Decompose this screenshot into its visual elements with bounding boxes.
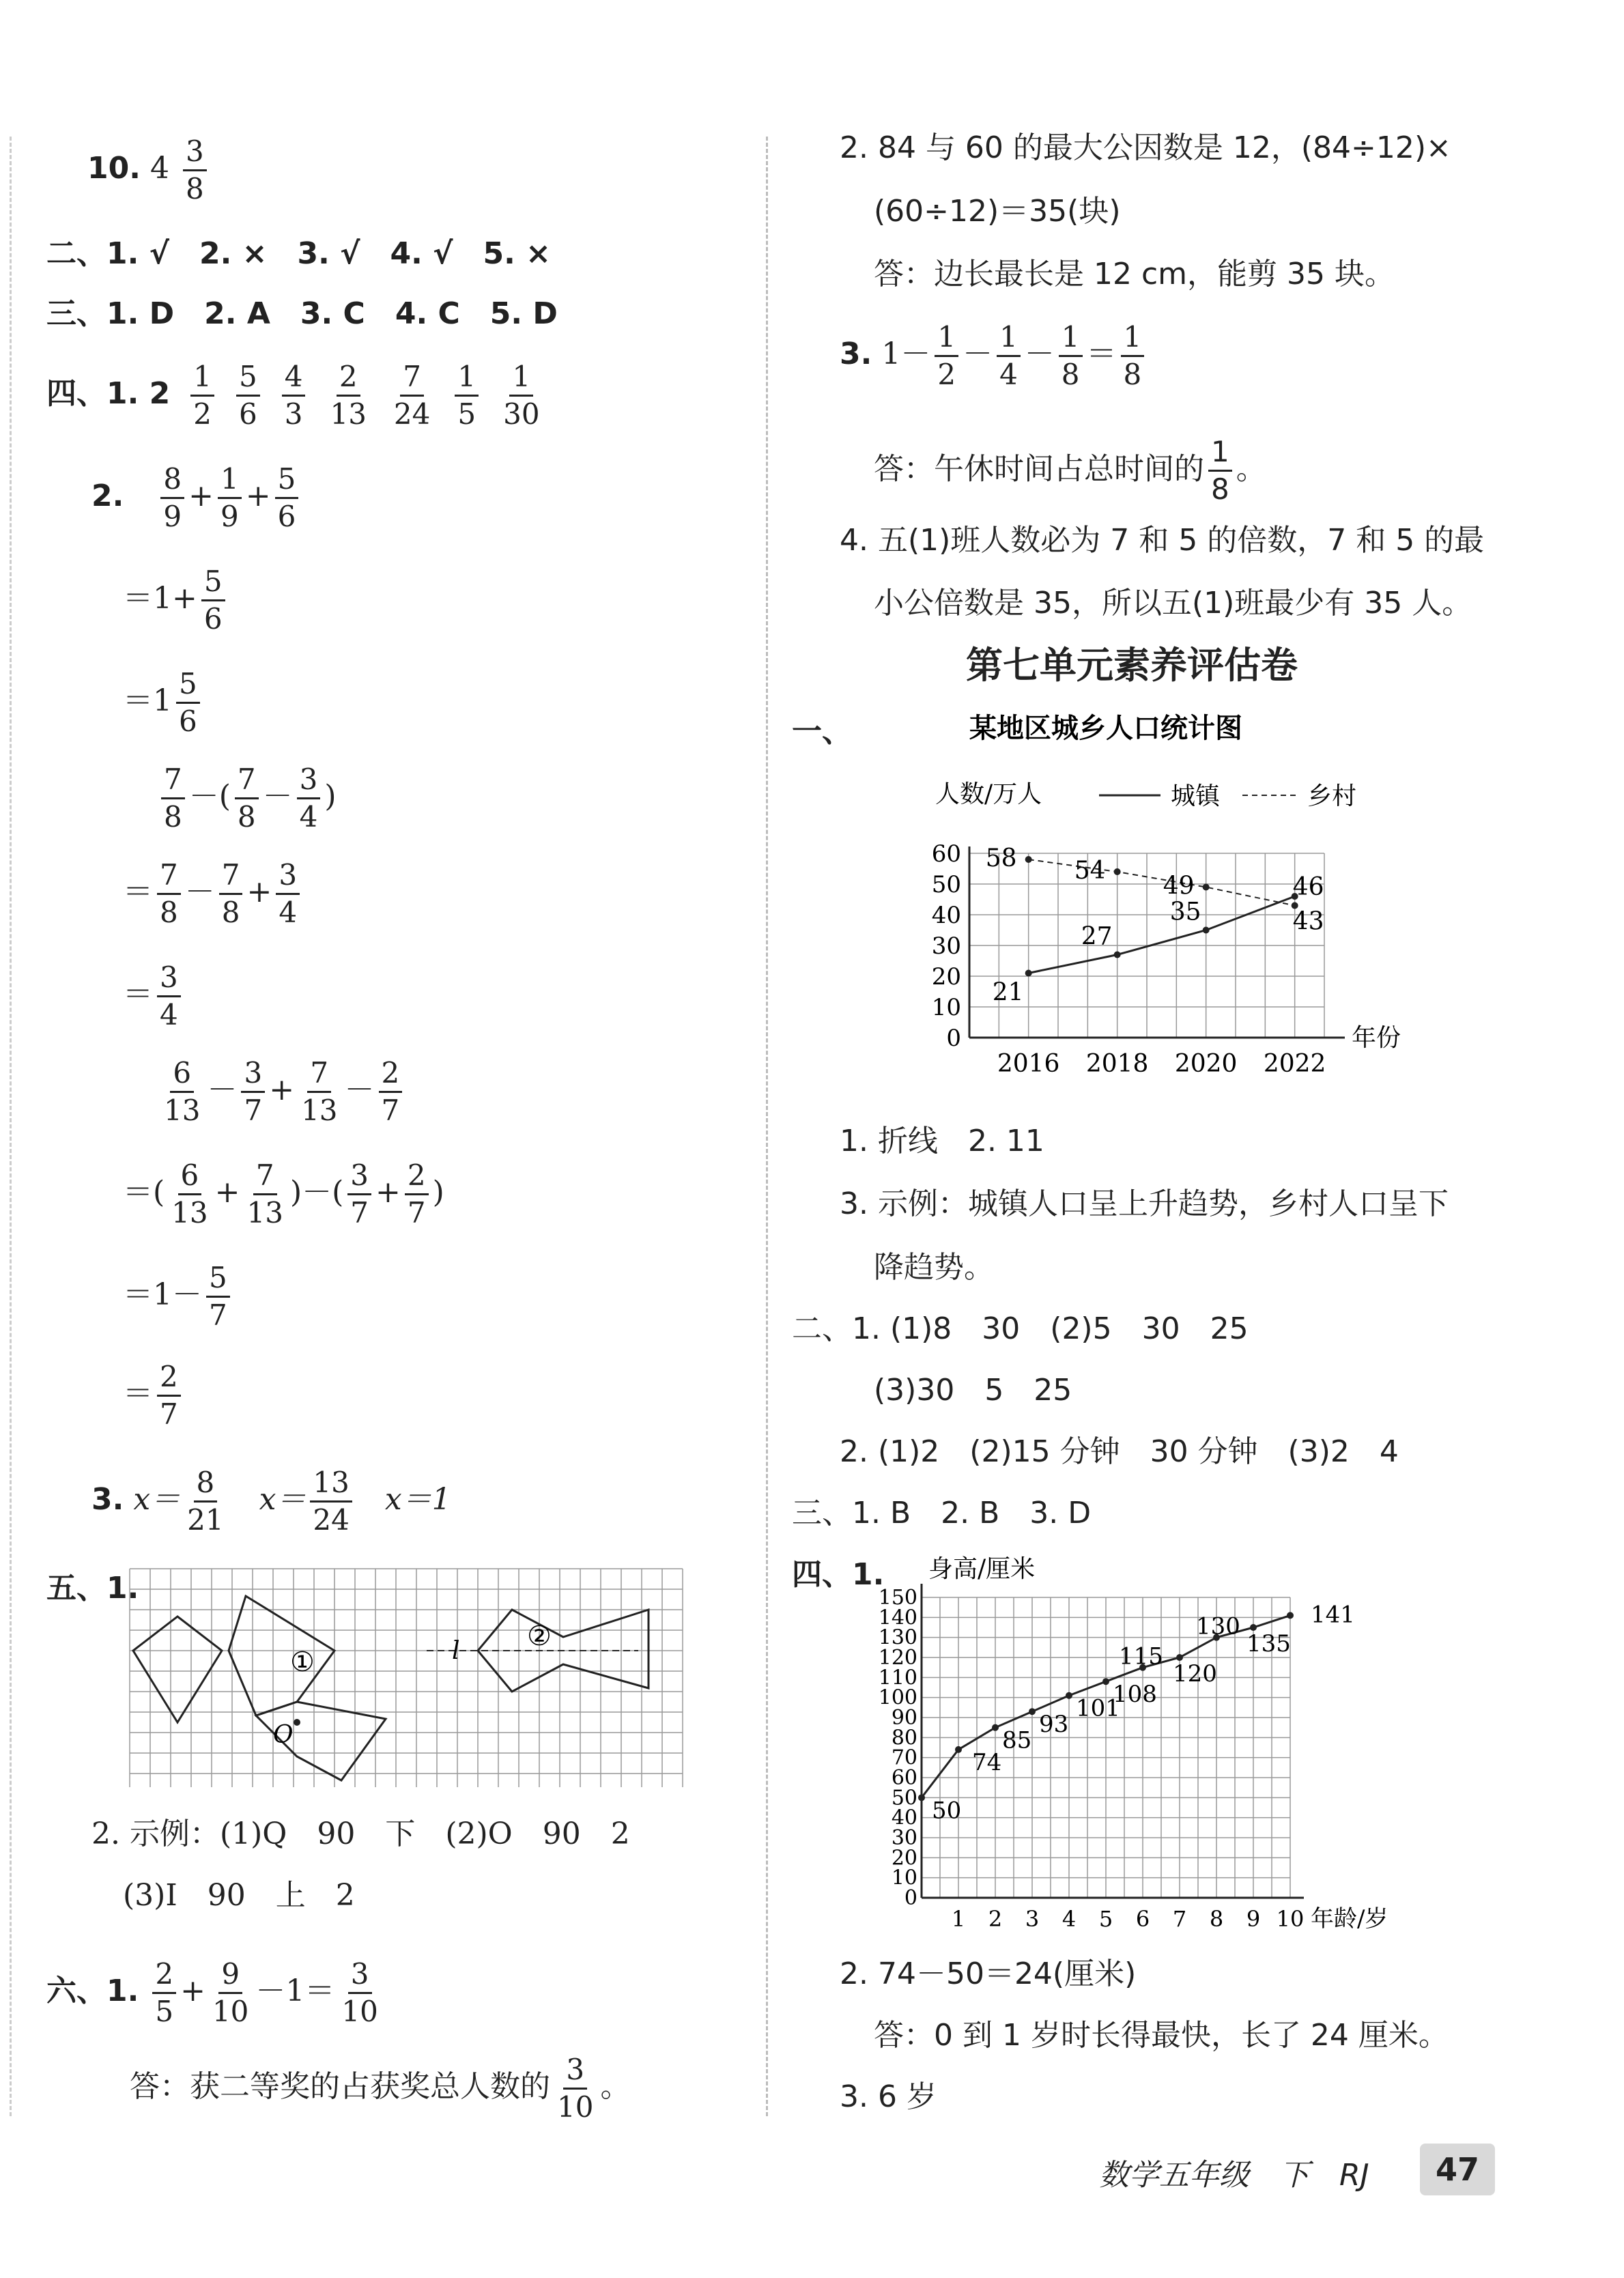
section-4-q2-line9: ＝1－ $\frac{5}{7}$ xyxy=(123,1263,234,1330)
chart1-xlabel: 年份 xyxy=(1352,1024,1401,1052)
q10-whole: 4 xyxy=(149,151,169,186)
chart1-xtick: 2018 xyxy=(1085,1050,1149,1078)
s4-fraction-6: $\frac{1}{5}$ xyxy=(455,362,479,429)
chart2-data-label: 74 xyxy=(972,1748,1002,1776)
chart2-ytick: 20 xyxy=(891,1846,917,1870)
r-s1-q3-line1: 3. 示例：城镇人口呈上升趋势，乡村人口呈下 xyxy=(840,1186,1449,1221)
chart1-ylabel: 人数/万人 xyxy=(935,780,1042,808)
chart2-point xyxy=(992,1724,999,1731)
chart1-point xyxy=(1025,970,1032,977)
section-4-q2-line2: ＝1+ $\frac{5}{6}$ xyxy=(123,567,229,634)
chart2-data-label: 135 xyxy=(1247,1630,1291,1657)
chart1-xtick: 2020 xyxy=(1174,1050,1238,1078)
r-q4-line1: 4. 五(1)班人数必为 7 和 5 的倍数，7 和 5 的最 xyxy=(840,523,1485,558)
r-s4-q3: 3. 6 岁 xyxy=(840,2079,937,2114)
chart2-data-label: 50 xyxy=(932,1797,962,1825)
chart2-point xyxy=(918,1794,925,1801)
label-l: l xyxy=(452,1637,460,1665)
chart2-ytick: 80 xyxy=(891,1726,917,1750)
chart1-xtick: 2022 xyxy=(1263,1050,1326,1078)
chart2-data-label: 93 xyxy=(1039,1711,1069,1739)
chart2-xtick: 9 xyxy=(1246,1906,1261,1932)
r-section-1-head: 一、 xyxy=(792,714,852,749)
s2-answer-5: 5. × xyxy=(483,236,552,271)
chart2-xtick: 7 xyxy=(1172,1906,1187,1932)
left-margin-line xyxy=(10,137,12,2116)
s3-answer-3: 3. C xyxy=(300,296,365,331)
chart2-xtick: 3 xyxy=(1025,1906,1040,1932)
chart1-data-label: 27 xyxy=(1081,922,1113,951)
s4-fraction-4: $\frac{2}{13}$ xyxy=(330,360,367,431)
chart2-point xyxy=(1102,1678,1109,1685)
section-2-answers: 二、1. √ 2. × 3. √ 4. √ 5. × xyxy=(46,236,552,271)
chart2-ytick: 100 xyxy=(878,1685,917,1710)
section-3-answers: 三、1. D 2. A 3. C 4. C 5. D xyxy=(46,296,558,331)
chart1-ytick: 50 xyxy=(931,871,961,898)
chart2-data-label: 115 xyxy=(1119,1642,1163,1670)
s2-answer-3: 3. √ xyxy=(297,236,360,271)
r-q2-line2: (60÷12)＝35(块) xyxy=(874,194,1121,229)
q10 xyxy=(87,134,211,206)
chart1-ytick: 30 xyxy=(931,932,961,960)
chart1-point xyxy=(1025,856,1032,863)
circle-label-1: ① xyxy=(290,1647,315,1678)
unit-title: 第七单元素养评估卷 xyxy=(966,644,1298,687)
chart2-ytick: 40 xyxy=(891,1806,917,1830)
chart2-ylabel: 身高/厘米 xyxy=(928,1555,1036,1583)
footer-book-title: 数学五年级 下 RJ xyxy=(1099,2158,1369,2193)
chart2-xtick: 10 xyxy=(1276,1906,1305,1932)
chart2-point xyxy=(1066,1692,1072,1699)
chart2-ytick: 30 xyxy=(891,1826,917,1850)
chart2-ytick: 110 xyxy=(878,1666,917,1690)
chart1-ytick: 0 xyxy=(946,1025,961,1052)
chart2-xtick: 2 xyxy=(988,1906,1003,1932)
chart1-ytick: 20 xyxy=(931,963,961,991)
section-5-head: 五、1. xyxy=(46,1571,139,1606)
chart1-title: 某地区城乡人口统计图 xyxy=(969,712,1242,744)
section-5-grid-figure xyxy=(130,1569,689,1791)
chart1-data-label: 54 xyxy=(1074,857,1106,885)
chart2-xtick: 4 xyxy=(1062,1906,1077,1932)
chart2-point xyxy=(1029,1708,1036,1715)
legend-rural-label: 乡村 xyxy=(1307,782,1357,810)
r-s2-line1: 二、1. (1)8 30 (2)5 30 25 xyxy=(792,1311,1249,1346)
chart1-data-label: 35 xyxy=(1169,898,1201,926)
chart1-ytick: 10 xyxy=(931,994,961,1021)
chart2-data-label: 85 xyxy=(1002,1726,1032,1754)
section-4-q2-line4: $\frac{7}{8}$ －( $\frac{7}{8}$ － $\frac{3}{4}$ ) xyxy=(157,765,337,832)
section-4-q3: 3. x＝ $\frac{8}{21}$ x＝ $\frac{13}{24}$ x＝1 xyxy=(91,1466,451,1537)
r-s1-q1-q2: 1. 折线 2. 11 xyxy=(840,1124,1044,1158)
r-s4-q2-line2: 答：0 到 1 岁时长得最快，长了 24 厘米。 xyxy=(874,2018,1449,2053)
chart1-data-label: 49 xyxy=(1163,872,1195,900)
chart2-ytick: 50 xyxy=(891,1786,917,1810)
r-s1-q3-line2: 降趋势。 xyxy=(874,1250,994,1285)
s3-answer-4: 4. C xyxy=(395,296,460,331)
chart2-xlabel: 年龄/岁 xyxy=(1311,1905,1388,1933)
chart2-point xyxy=(955,1746,962,1753)
section-4-q1: 四、1. 2 $\frac{1}{2}$ $\frac{5}{6}$ $\frac{4}{3}$ $\frac{2}{13}$ $\frac{7}{24}$ $\frac{1}{5}$ $\frac{1}{30}$ xyxy=(46,362,554,429)
s4-fraction-1: $\frac{1}{2}$ xyxy=(190,362,214,429)
chart2-data-label: 141 xyxy=(1311,1601,1355,1629)
s4-fraction-3: $\frac{4}{3}$ xyxy=(282,362,306,429)
q10-fraction: $\frac{3}{8}$ xyxy=(183,137,207,204)
s4-fraction-5: $\frac{7}{24}$ xyxy=(393,360,431,431)
r-s2-line2: (3)30 5 25 xyxy=(874,1373,1072,1408)
r-q4-line2: 小公倍数是 35，所以五(1)班最少有 35 人。 xyxy=(874,586,1472,621)
chart2-ytick: 130 xyxy=(878,1625,917,1650)
section-4-q2-line3: ＝1 $\frac{5}{6}$ xyxy=(123,669,204,737)
r-q2-answer: 答：边长最长是 12 cm，能剪 35 块。 xyxy=(874,257,1395,291)
chart2-xtick: 1 xyxy=(951,1906,966,1932)
column-divider xyxy=(766,137,768,2116)
chart2-ytick: 60 xyxy=(891,1766,917,1790)
chart1-data-label: 21 xyxy=(992,978,1024,1007)
circle-label-2: ② xyxy=(527,1621,552,1652)
chart2-ytick: 10 xyxy=(891,1866,917,1890)
r-s4-head: 四、1. xyxy=(792,1557,885,1592)
s4-fraction-7: $\frac{1}{30}$ xyxy=(503,360,540,431)
chart2-xtick: 5 xyxy=(1098,1906,1113,1932)
chart1-point xyxy=(1114,952,1121,958)
section-6-answer: 答：获二等奖的占获奖总人数的 $\frac{3}{10}$ 。 xyxy=(130,2053,631,2124)
legend-urban-label: 城镇 xyxy=(1171,782,1221,810)
chart2-xtick: 6 xyxy=(1135,1906,1150,1932)
chart1-data-label: 58 xyxy=(985,844,1017,872)
r-q3-answer: 答：午休时间占总时间的 $\frac{1}{8}$ 。 xyxy=(874,435,1266,507)
chart2-data-label: 101 xyxy=(1076,1694,1120,1722)
chart2-ytick: 120 xyxy=(878,1646,917,1670)
r-s2-line3: 2. (1)2 (2)15 分钟 30 分钟 (3)2 4 xyxy=(840,1434,1399,1469)
chart1-ytick: 60 xyxy=(931,840,961,868)
chart1-data-label: 43 xyxy=(1292,907,1324,936)
q10-number: 10. xyxy=(87,151,141,186)
point-o xyxy=(294,1719,300,1726)
s3-answer-1: 1. D xyxy=(106,296,175,331)
s3-answer-5: 5. D xyxy=(489,296,558,331)
section-6-q1: 六、1. $\frac{2}{5}$ + $\frac{9}{10}$ －1＝ $\frac{3}{10}$ xyxy=(46,1957,378,2029)
chart1-xtick: 2016 xyxy=(997,1050,1060,1078)
s3-answer-2: 2. A xyxy=(204,296,270,331)
population-line-chart xyxy=(901,710,1427,1092)
section-5-q2-line2: (3)I 90 上 2 xyxy=(123,1878,355,1913)
section-4-q2-line1: 2. $\frac{8}{9}$ + $\frac{1}{9}$ + $\frac{5}{6}$ xyxy=(91,464,302,532)
r-s3: 三、1. B 2. B 3. D xyxy=(792,1496,1092,1530)
section-4-q2-line10: ＝ $\frac{2}{7}$ xyxy=(123,1362,185,1429)
chart1-series-城镇 xyxy=(1029,896,1295,973)
chart2-ytick: 70 xyxy=(891,1746,917,1770)
r-q2-line1: 2. 84 与 60 的最大公因数是 12，(84÷12)× xyxy=(840,130,1451,165)
chart2-ytick: 0 xyxy=(904,1886,917,1910)
page-number: 47 xyxy=(1420,2144,1495,2195)
r-q3: 3. 1－ $\frac{1}{2}$ － $\frac{1}{4}$ － $\frac{1}{8}$ ＝ $\frac{1}{8}$ xyxy=(840,322,1148,390)
chart2-data-label: 108 xyxy=(1113,1681,1157,1709)
kite-shape xyxy=(133,1617,222,1722)
height-line-chart xyxy=(878,1543,1434,1933)
chart2-ytick: 150 xyxy=(878,1586,917,1610)
chart2-point xyxy=(1287,1612,1294,1619)
s2-answer-2: 2. × xyxy=(199,236,268,271)
s4-fraction-2: $\frac{5}{6}$ xyxy=(236,362,260,429)
chart2-data-label: 130 xyxy=(1196,1612,1240,1640)
chart2-ytick: 140 xyxy=(878,1606,917,1630)
chart1-ytick: 40 xyxy=(931,902,961,929)
r-s4-q2-line1: 2. 74－50＝24(厘米) xyxy=(840,1956,1137,1991)
chart2-xtick: 8 xyxy=(1209,1906,1224,1932)
section-4-q2-line6: ＝ $\frac{3}{4}$ xyxy=(123,963,185,1030)
chart1-point xyxy=(1203,927,1210,934)
section-5-q2-line1: 2. 示例：(1)Q 90 下 (2)O 90 2 xyxy=(91,1817,630,1851)
section-4-q2-line5: ＝ $\frac{7}{8}$ － $\frac{7}{8}$ + $\frac{3}{4}$ xyxy=(123,860,304,928)
section-4-q2-line7: $\frac{6}{13}$ － $\frac{3}{7}$ + $\frac{7}{13}$ － $\frac{2}{7}$ xyxy=(157,1058,406,1126)
s2-answer-4: 4. √ xyxy=(390,236,453,271)
chart1-point xyxy=(1203,884,1210,891)
chart1-data-label: 46 xyxy=(1292,873,1324,901)
s2-answer-1: 1. √ xyxy=(106,236,169,271)
label-o: O xyxy=(273,1721,294,1749)
chart2-data-label: 120 xyxy=(1173,1660,1217,1688)
chart1-point xyxy=(1114,868,1121,875)
chart2-ytick: 90 xyxy=(891,1706,917,1730)
chart1-series-乡村 xyxy=(1029,859,1295,906)
section-4-q2-line8: ＝( $\frac{6}{13}$ + $\frac{7}{13}$ )－( $\frac{3}{7}$ + $\frac{2}{7}$ ) xyxy=(123,1158,444,1230)
shape-1 xyxy=(229,1596,334,1715)
